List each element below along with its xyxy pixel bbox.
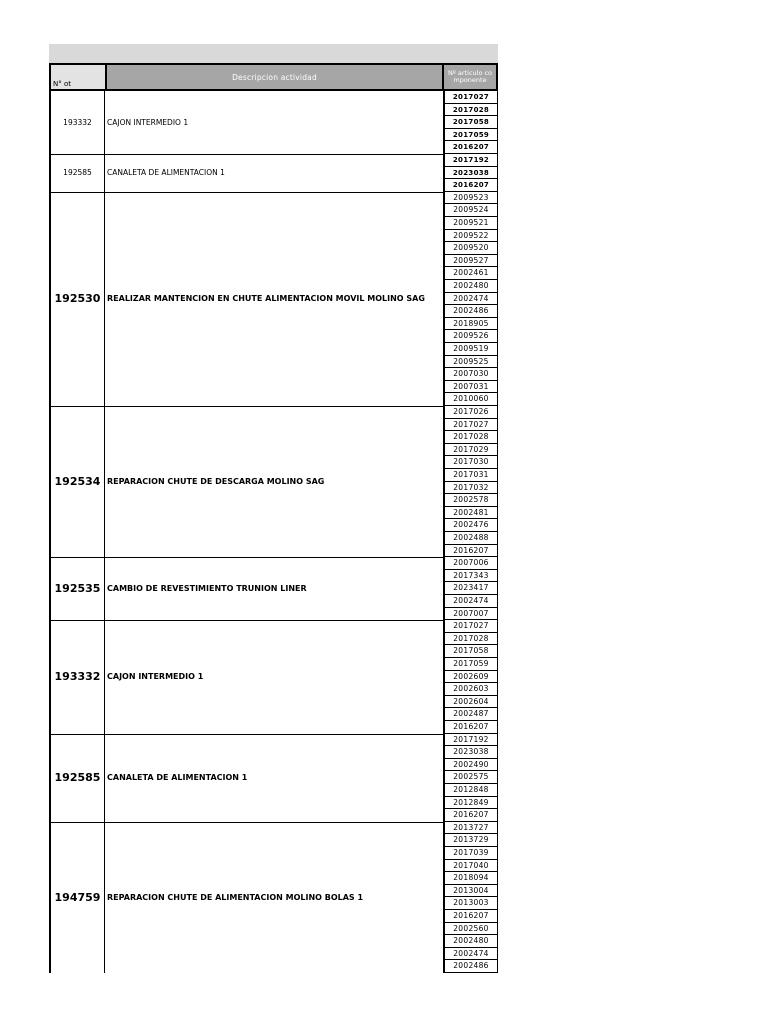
article-cell[interactable]: 2023038: [445, 746, 497, 759]
ot-number: 192585: [54, 771, 101, 785]
work-order-group: [49, 406, 498, 557]
article-cell[interactable]: 2002609: [445, 671, 497, 684]
article-list: [443, 154, 498, 192]
article-list: [443, 91, 498, 154]
article-cell[interactable]: 2009527: [445, 255, 497, 268]
article-cell[interactable]: 2016207: [445, 141, 497, 154]
description-text: CANALETA DE ALIMENTACION 1: [107, 168, 225, 178]
ot-cell[interactable]: [49, 620, 105, 733]
article-cell[interactable]: 2017027: [445, 91, 497, 104]
article-cell[interactable]: 2017026: [445, 406, 497, 419]
work-order-group: [49, 557, 498, 620]
article-cell[interactable]: 2002474: [445, 595, 497, 608]
article-cell[interactable]: 2013729: [445, 834, 497, 847]
header-description-label: Descripcion actividad: [232, 72, 317, 82]
article-cell[interactable]: 2017058: [445, 645, 497, 658]
article-list: [443, 406, 498, 557]
group-divider: [49, 192, 443, 193]
article-cell[interactable]: 2017030: [445, 456, 497, 469]
work-order-group: [49, 822, 498, 973]
group-divider: [49, 822, 443, 823]
ot-number: 192585: [63, 168, 92, 178]
article-cell[interactable]: 2017040: [445, 860, 497, 873]
ot-number: 193332: [63, 118, 92, 127]
article-cell[interactable]: 2016207: [445, 809, 497, 822]
article-cell[interactable]: 2002480: [445, 280, 497, 293]
ot-number: 193332: [54, 670, 101, 684]
description-cell[interactable]: [105, 406, 443, 557]
article-cell[interactable]: 2002476: [445, 519, 497, 532]
article-cell[interactable]: 2016207: [445, 545, 497, 558]
group-divider: [49, 620, 443, 621]
article-cell[interactable]: 2009523: [445, 192, 497, 205]
article-cell[interactable]: 2017192: [445, 154, 497, 167]
article-cell[interactable]: 2007006: [445, 557, 497, 570]
article-cell[interactable]: 2017028: [445, 633, 497, 646]
article-cell[interactable]: 2017192: [445, 734, 497, 747]
article-cell[interactable]: 2002480: [445, 935, 497, 948]
spreadsheet: [49, 44, 498, 974]
header-ot-label: N° ot: [53, 80, 71, 88]
article-cell[interactable]: 2009521: [445, 217, 497, 230]
ot-cell[interactable]: [49, 192, 105, 406]
article-cell[interactable]: 2002604: [445, 696, 497, 709]
description-text: REPARACION CHUTE DE DESCARGA MOLINO SAG: [107, 477, 325, 487]
group-divider: [49, 406, 443, 407]
article-cell[interactable]: 2002560: [445, 923, 497, 936]
description-text: CAMBIO DE REVESTIMIENTO TRUNION LINER: [107, 584, 307, 594]
article-cell[interactable]: 2002575: [445, 771, 497, 784]
ot-cell[interactable]: [49, 822, 105, 973]
article-list: [443, 192, 498, 406]
article-cell[interactable]: 2009524: [445, 204, 497, 217]
article-cell[interactable]: 2002490: [445, 759, 497, 772]
article-cell[interactable]: 2009522: [445, 230, 497, 243]
article-cell[interactable]: 2023038: [445, 167, 497, 180]
ot-cell[interactable]: [49, 91, 105, 154]
article-cell[interactable]: 2002481: [445, 507, 497, 520]
description-text: REALIZAR MANTENCION EN CHUTE ALIMENTACION MOVIL MOLINO SAG: [107, 294, 425, 304]
article-list: [443, 734, 498, 822]
ot-cell[interactable]: [49, 406, 105, 557]
header-ot-cell: [49, 63, 105, 91]
header-description-cell: [105, 63, 443, 91]
ot-number: 194759: [54, 890, 101, 904]
article-cell[interactable]: 2002603: [445, 683, 497, 696]
article-list: [443, 620, 498, 733]
article-cell[interactable]: 2002461: [445, 267, 497, 280]
article-cell[interactable]: 2010060: [445, 393, 497, 406]
description-cell[interactable]: [105, 822, 443, 973]
ot-cell[interactable]: [49, 557, 105, 620]
work-order-group: [49, 620, 498, 733]
article-cell[interactable]: 2009519: [445, 343, 497, 356]
ot-number: 192534: [54, 475, 101, 489]
article-cell[interactable]: 2007030: [445, 368, 497, 381]
article-cell[interactable]: 2017031: [445, 469, 497, 482]
description-cell[interactable]: [105, 620, 443, 733]
group-divider: [49, 154, 443, 155]
description-text: CAJON INTERMEDIO 1: [107, 672, 204, 682]
description-text: CAJON INTERMEDIO 1: [107, 118, 189, 127]
article-cell[interactable]: 2009525: [445, 356, 497, 369]
description-cell[interactable]: [105, 734, 443, 822]
article-cell[interactable]: 2016207: [445, 179, 497, 192]
work-order-group: [49, 91, 498, 154]
group-divider: [49, 557, 443, 558]
description-cell[interactable]: [105, 91, 443, 154]
article-cell[interactable]: 2018905: [445, 318, 497, 331]
article-cell[interactable]: 2002487: [445, 708, 497, 721]
article-cell[interactable]: 2016207: [445, 910, 497, 923]
article-list: [443, 557, 498, 620]
ot-cell[interactable]: [49, 154, 105, 192]
group-divider: [49, 734, 443, 735]
ot-cell[interactable]: [49, 734, 105, 822]
sheet-top-bar: [49, 44, 498, 63]
description-text: REPARACION CHUTE DE ALIMENTACION MOLINO BOLAS 1: [107, 892, 364, 902]
article-cell[interactable]: 2018094: [445, 872, 497, 885]
work-order-group: [49, 734, 498, 822]
article-cell[interactable]: 2023417: [445, 582, 497, 595]
work-order-group: [49, 154, 498, 192]
article-cell[interactable]: 2002486: [445, 305, 497, 318]
article-cell[interactable]: 2017028: [445, 104, 497, 117]
article-cell[interactable]: 2007031: [445, 381, 497, 394]
article-cell[interactable]: 2012849: [445, 797, 497, 810]
article-cell[interactable]: 2017059: [445, 129, 497, 142]
article-cell[interactable]: 2013004: [445, 885, 497, 898]
article-cell[interactable]: 2017032: [445, 482, 497, 495]
ot-number: 192530: [54, 292, 101, 306]
description-cell[interactable]: [105, 557, 443, 620]
article-cell[interactable]: 2002486: [445, 960, 497, 973]
article-cell[interactable]: 2013003: [445, 897, 497, 910]
article-cell[interactable]: 2007007: [445, 608, 497, 621]
header-article-label: Nº articulo componente: [447, 69, 493, 84]
article-cell[interactable]: 2017028: [445, 431, 497, 444]
article-cell[interactable]: 2012848: [445, 784, 497, 797]
description-text: CANALETA DE ALIMENTACION 1: [107, 773, 248, 783]
work-order-group: [49, 192, 498, 406]
article-cell[interactable]: 2017059: [445, 658, 497, 671]
article-cell[interactable]: 2017029: [445, 444, 497, 457]
description-cell[interactable]: [105, 192, 443, 406]
description-cell[interactable]: [105, 154, 443, 192]
article-cell[interactable]: 2009520: [445, 242, 497, 255]
ot-number: 192535: [54, 582, 101, 596]
article-list: [443, 822, 498, 973]
article-cell[interactable]: 2017027: [445, 620, 497, 633]
header-article-cell: [443, 63, 498, 91]
article-cell[interactable]: 2009526: [445, 330, 497, 343]
article-cell[interactable]: 2002578: [445, 494, 497, 507]
article-cell[interactable]: 2002474: [445, 293, 497, 306]
article-cell[interactable]: 2017343: [445, 570, 497, 583]
article-cell[interactable]: 2002474: [445, 948, 497, 961]
article-cell[interactable]: 2017039: [445, 847, 497, 860]
article-cell[interactable]: 2013727: [445, 822, 497, 835]
article-cell[interactable]: 2017027: [445, 419, 497, 432]
article-cell[interactable]: 2017058: [445, 116, 497, 129]
article-cell[interactable]: 2016207: [445, 721, 497, 734]
article-cell[interactable]: 2002488: [445, 532, 497, 545]
